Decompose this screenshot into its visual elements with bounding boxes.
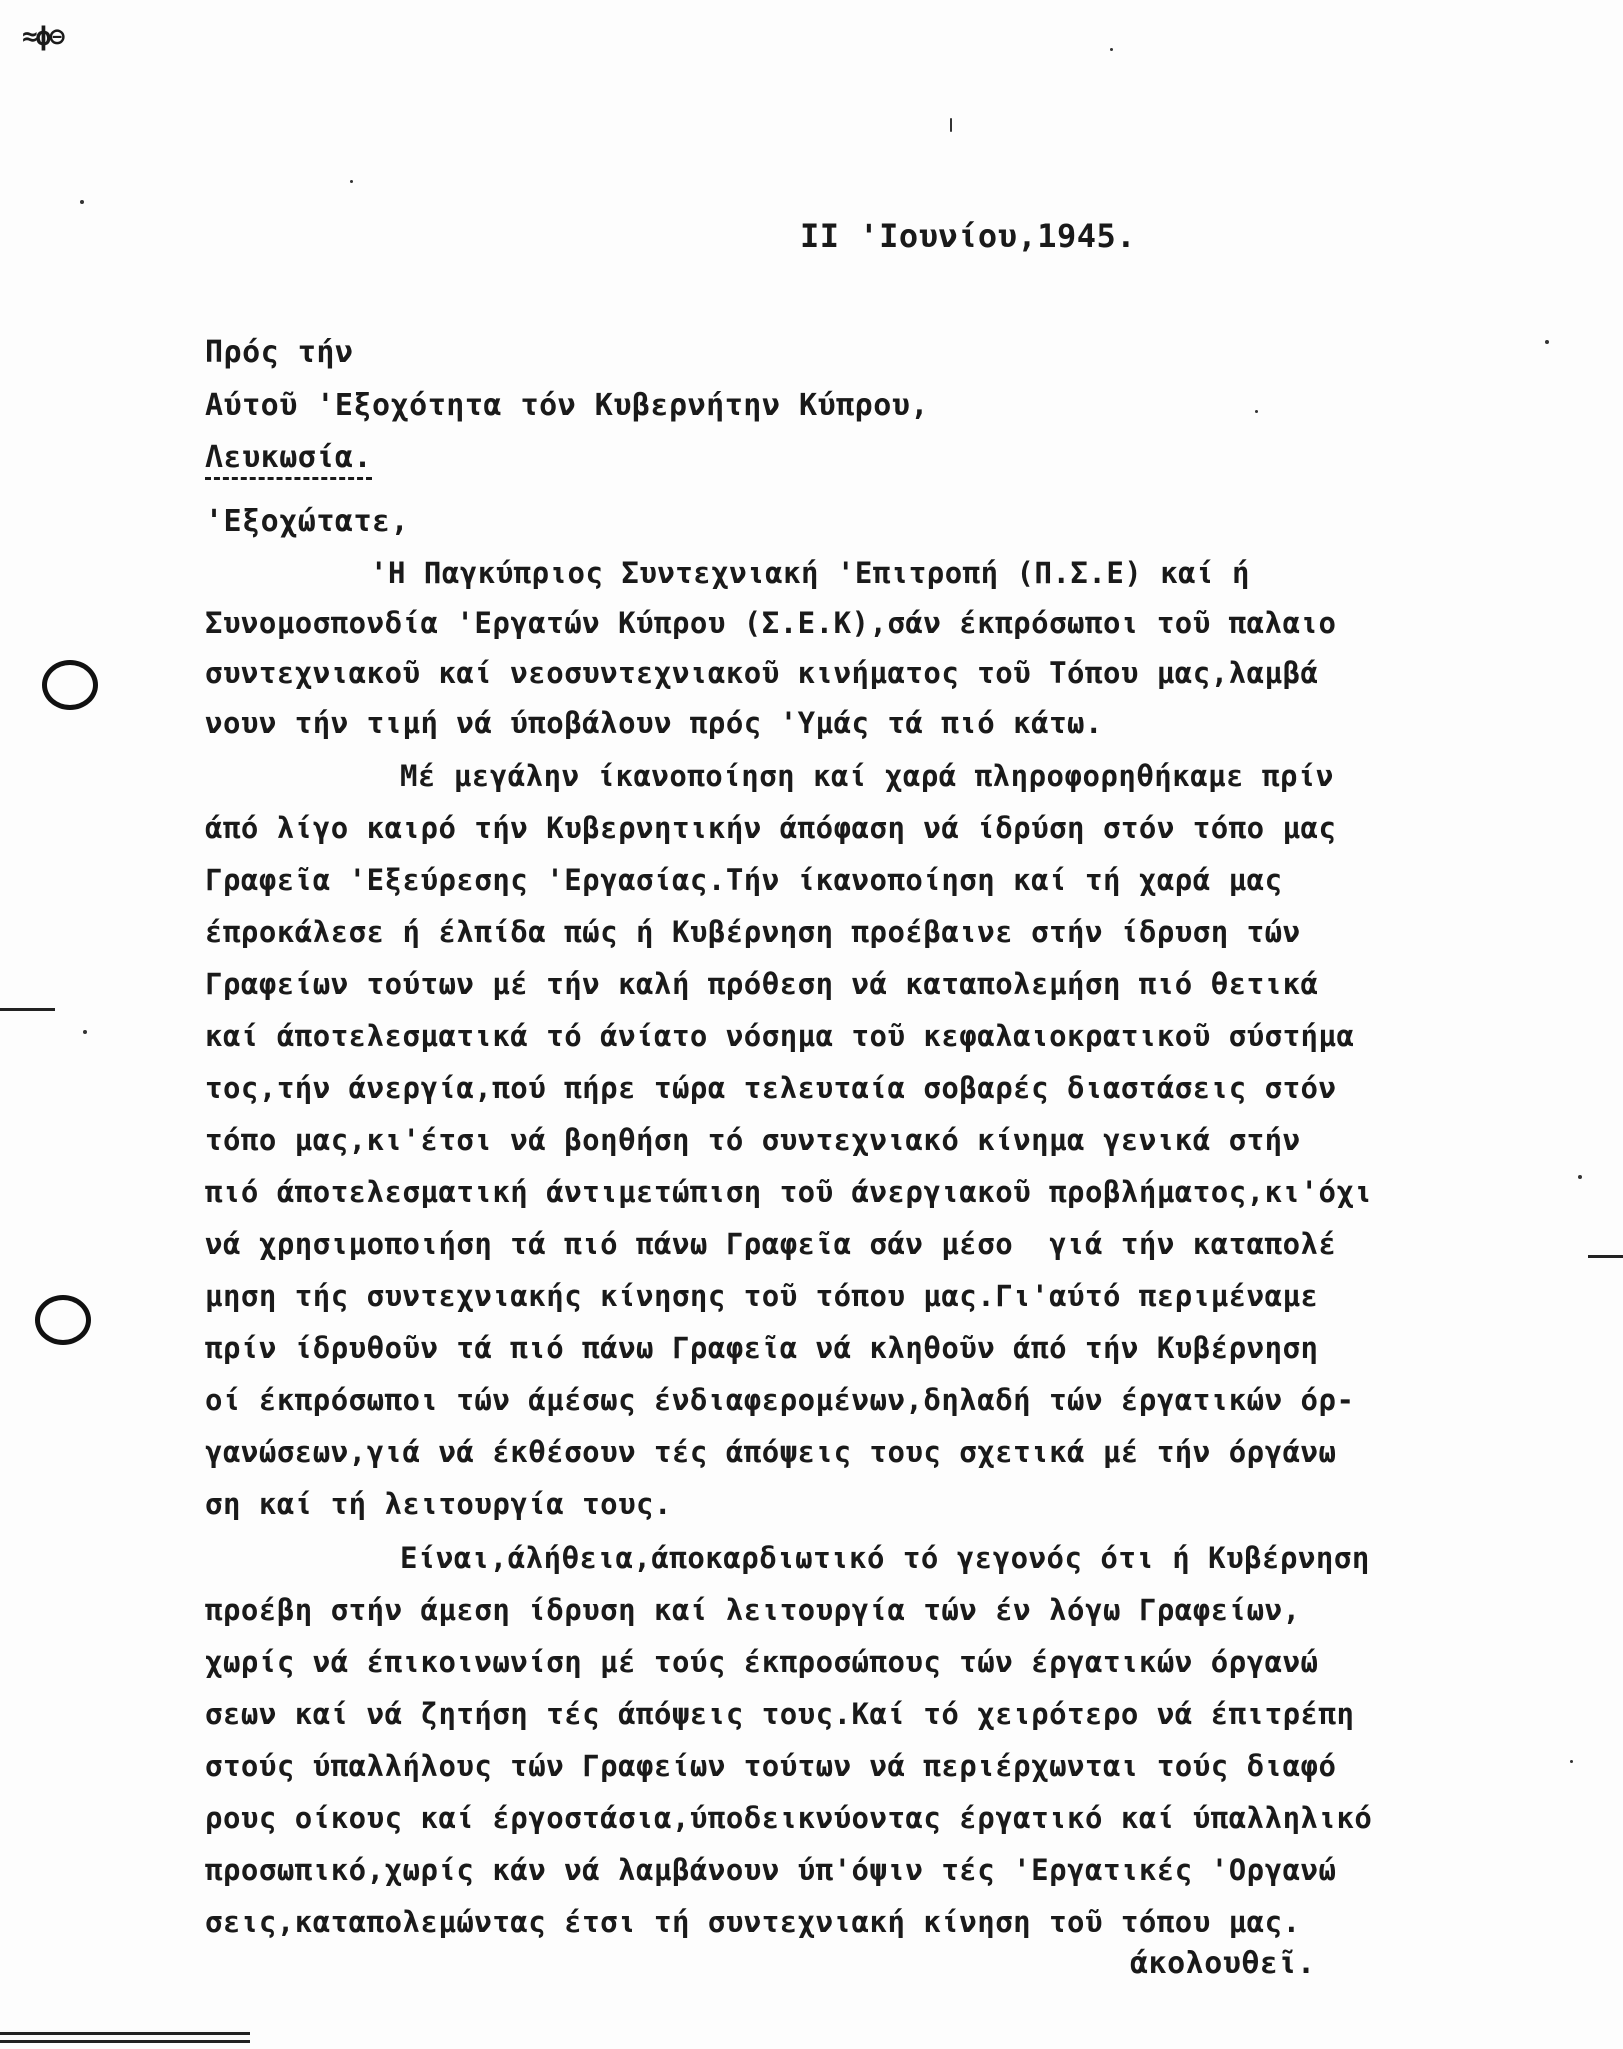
scan-speck	[950, 118, 952, 132]
paragraph-3-line: προσωπικό,χωρίς κάν νά λαμβάνουν ύπ'όψιν τές 'Εργατικές 'Οργανώ	[205, 1853, 1337, 1887]
paragraph-2-line: Μέ μεγάλην ίκανοποίηση καί χαρά πληροφορηθήκαμε πρίν	[400, 759, 1334, 793]
paragraph-2-line: Γραφεῖα 'Εξεύρεσης 'Εργασίας.Τήν ίκανοποίηση καί τή χαρά μας	[205, 863, 1283, 897]
paragraph-2-line: άπό λίγο καιρό τήν Κυβερνητικήν άπόφαση νά ίδρύση στόν τόπο μας	[205, 811, 1337, 845]
punch-hole-icon	[42, 660, 98, 710]
address-line-1: Πρός τήν	[205, 335, 354, 370]
address-line-3	[205, 440, 372, 476]
paragraph-3-line: ρους οίκους καί έργοστάσια,ύποδεικνύοντας έργατικό καί ύπαλληλικό	[205, 1801, 1373, 1835]
scan-speck	[1110, 48, 1113, 51]
paragraph-2-line: νά χρησιμοποιήση τά πιό πάνω Γραφεῖα σάν μέσο γιά τήν καταπολέ	[205, 1227, 1337, 1261]
paragraph-2-line: οί έκπρόσωποι τών άμέσως ένδιαφερομένων,δηλαδή τών έργατικών όρ-	[205, 1383, 1355, 1417]
punch-hole-icon	[35, 1295, 91, 1345]
scan-speck	[1545, 340, 1549, 344]
paragraph-3-line: σεων καί νά ζητήση τές άπόψεις τους.Καί τό χειρότερο νά έπιτρέπη	[205, 1697, 1355, 1731]
bottom-rule	[0, 2040, 250, 2043]
paragraph-1-line: 'Η Παγκύπριος Συντεχνιακή 'Επιτροπή (Π.Σ.Ε) καί ή	[370, 556, 1251, 590]
paragraph-2-line: ση καί τή λειτουργία τους.	[205, 1487, 672, 1521]
paragraph-2-line: γανώσεων,γιά νά έκθέσουν τές άπόψεις τους σχετικά μέ τήν όργάνω	[205, 1435, 1337, 1469]
letter-date: II 'Ιουνίου,1945.	[800, 217, 1137, 255]
stamp-mark: ≈ϕ⊖	[22, 22, 63, 52]
paragraph-2-line: έπροκάλεσε ή έλπίδα πώς ή Κυβέρνηση προέβαινε στήν ίδρυση τών	[205, 915, 1301, 949]
scan-speck	[80, 200, 84, 204]
paragraph-2-line: καί άποτελεσματικά τό άνίατο νόσημα τοῦ κεφαλαιοκρατικοῦ σύστήμα	[205, 1019, 1355, 1053]
paragraph-3-line: σεις,καταπολεμώντας έτσι τή συντεχνιακή κίνηση τοῦ τόπου μας.	[205, 1905, 1301, 1939]
scan-speck	[1255, 410, 1258, 413]
margin-mark	[0, 1008, 55, 1011]
paragraph-2-line: πιό άποτελεσματική άντιμετώπιση τοῦ άνεργιακοῦ προβλήματος,κι'όχι	[205, 1175, 1373, 1209]
scan-speck	[83, 1030, 87, 1034]
paragraph-3-line: χωρίς νά έπικοινωνίση μέ τούς έκπροσώπους τών έργατικών όργανώ	[205, 1645, 1319, 1679]
closing-continues: άκολουθεῖ.	[1130, 1946, 1316, 1981]
paragraph-2-line: Γραφείων τούτων μέ τήν καλή πρόθεση νά καταπολεμήση πιό θετικά	[205, 967, 1319, 1001]
paragraph-3-line: προέβη στήν άμεση ίδρυση καί λειτουργία τών έν λόγω Γραφείων,	[205, 1593, 1301, 1627]
scan-speck	[1578, 1175, 1582, 1179]
paragraph-3-line: Είναι,άλήθεια,άποκαρδιωτικό τό γεγονός ότι ή Κυβέρνηση	[400, 1541, 1370, 1575]
scan-speck	[1570, 1760, 1573, 1763]
paragraph-2-line: πρίν ίδρυθοῦν τά πιό πάνω Γραφεῖα νά κληθοῦν άπό τήν Κυβέρνηση	[205, 1331, 1319, 1365]
margin-mark	[1588, 1255, 1623, 1258]
paragraph-1-line: νουν τήν τιμή νά ύποβάλουν πρός 'Υμάς τά πιό κάτω.	[205, 706, 1103, 740]
salutation: 'Εξοχώτατε,	[205, 504, 410, 539]
address-line-2: Αύτοῦ 'Εξοχότητα τόν Κυβερνήτην Κύπρου,	[205, 388, 929, 423]
paragraph-1-line: Συνομοσπονδία 'Εργατών Κύπρου (Σ.Ε.Κ),σάν έκπρόσωποι τοῦ παλαιο	[205, 606, 1337, 640]
paragraph-1-line: συντεχνιακοῦ καί νεοσυντεχνιακοῦ κινήματος τοῦ Τόπου μας,λαμβά	[205, 656, 1319, 690]
paragraph-2-line: τόπο μας,κι'έτσι νά βοηθήση τό συντεχνιακό κίνημα γενικά στήν	[205, 1123, 1301, 1157]
paragraph-2-line: τος,τήν άνεργία,πού πήρε τώρα τελευταία σοβαρές διαστάσεις στόν	[205, 1071, 1337, 1105]
paragraph-2-line: μηση τής συντεχνιακής κίνησης τοῦ τόπου μας.Γι'αύτό περιμέναμε	[205, 1279, 1319, 1313]
scan-speck	[350, 180, 353, 183]
paragraph-3-line: στούς ύπαλλήλους τών Γραφείων τούτων νά περιέρχωνται τούς διαφό	[205, 1749, 1337, 1783]
address-city: Λευκωσία.	[205, 440, 372, 480]
bottom-rule	[0, 2032, 250, 2035]
